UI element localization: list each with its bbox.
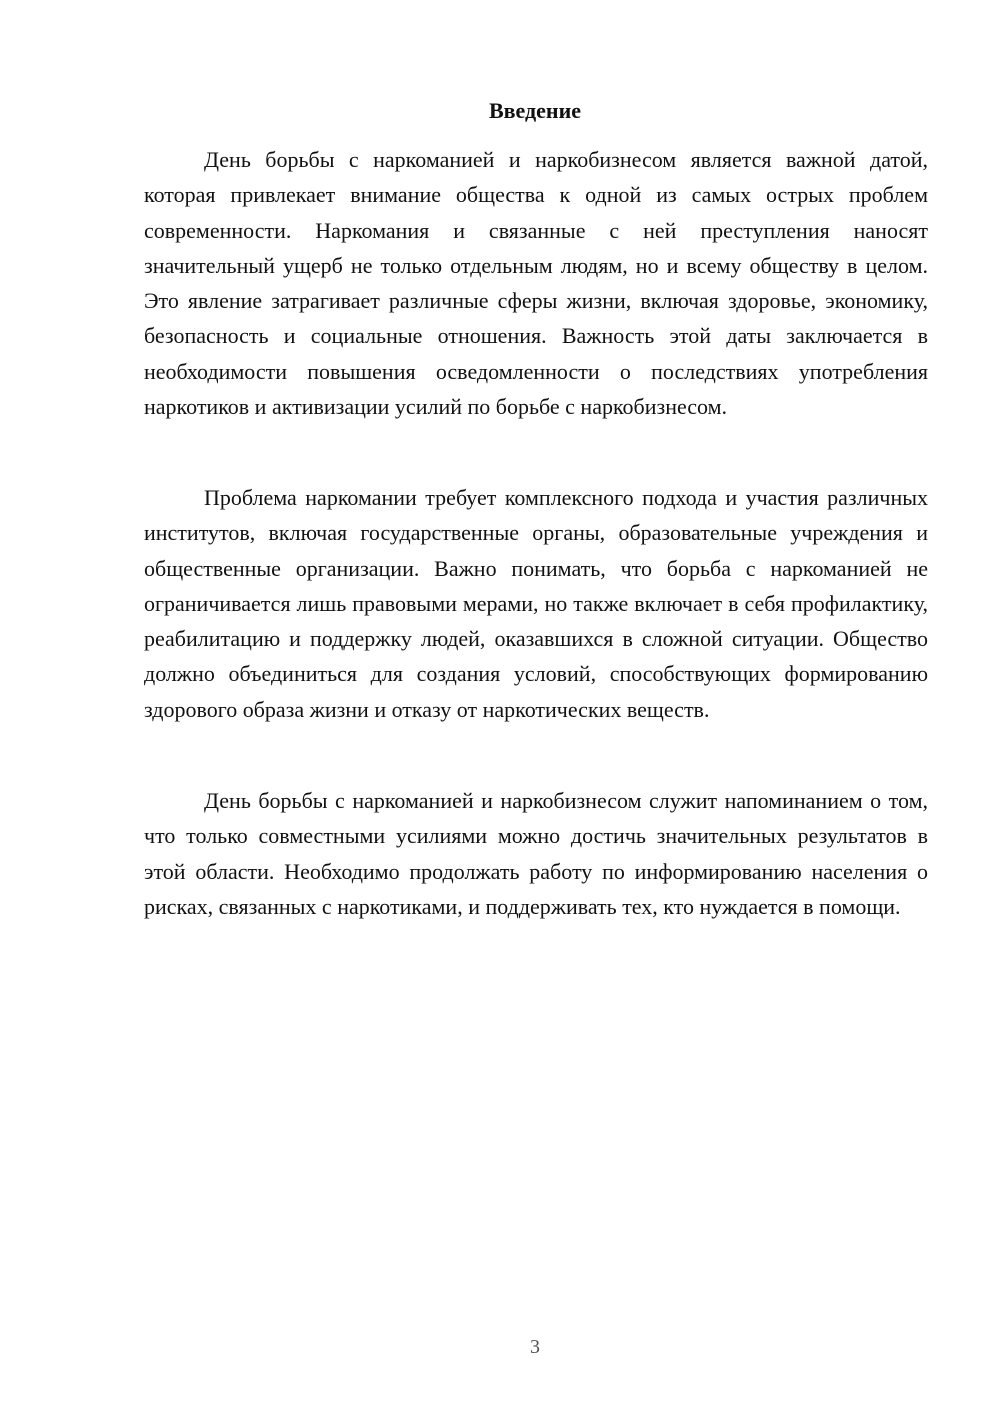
section-title: Введение: [488, 98, 582, 123]
paragraph-1: День борьбы с наркоманией и наркобизнесом является важной датой, которая привлекает внимание общества к одной из самых острых проблем современности. Наркомания и связанные с ней преступления наносят значительный ущерб не только отдельным людям, но и всему обществу в целом. Это явление затрагивает различные сферы жизни, включая здоровье, экономику, безопасность и социальные отношения. Важность этой даты заключается в необходимости повышения осведомленности о последствиях употребления наркотиков и активизации усилий по борьбе с наркобизнесом.: [144, 147, 928, 420]
page-number: 3: [530, 1336, 540, 1358]
paragraph-3: День борьбы с наркоманией и наркобизнесом служит напоминанием о том, что только совместными усилиями можно достичь значительных результатов в этой области. Необходимо продолжать работу по информированию населения о рисках, связанных с наркотиками, и поддерживать тех, кто нуждается в помощи.: [144, 788, 928, 919]
paragraph-2: Проблема наркомании требует комплексного подхода и участия различных институтов, включая государственные органы, образовательные учреждения и общественные организации. Важно понимать, что борьба с наркоманией не ограничивается лишь правовыми мерами, но также включает в себя профилактику, реабилитацию и поддержку людей, оказавшихся в сложной ситуации. Общество должно объединиться для создания условий, способствующих формированию здорового образа жизни и отказу от наркотических веществ.: [144, 485, 928, 722]
